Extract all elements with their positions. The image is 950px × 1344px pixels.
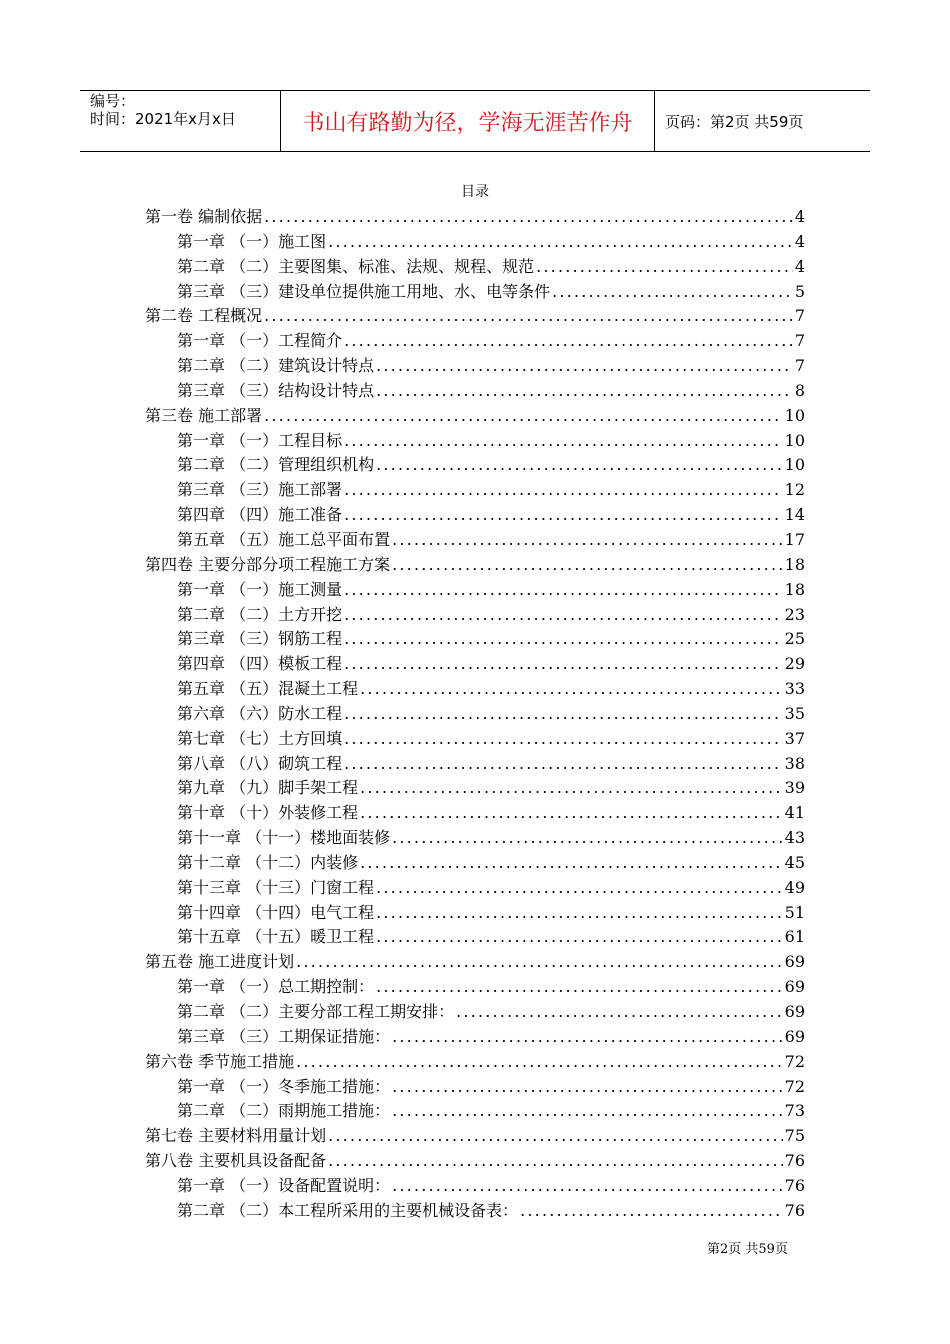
toc-dot-leader <box>376 455 783 474</box>
toc-entry-page: 45 <box>784 852 805 872</box>
toc-entry-title: 第十五章 （十五）暖卫工程 <box>177 927 375 947</box>
toc-chapter-entry[interactable] <box>145 775 805 800</box>
toc-entry-page: 18 <box>784 579 805 599</box>
toc-dot-leader <box>344 605 783 624</box>
toc-entry-title: 第一章 （一）工程简介 <box>177 331 343 351</box>
toc-chapter-entry[interactable] <box>145 999 805 1024</box>
toc-dot-leader <box>344 505 783 524</box>
toc-entry-page: 12 <box>784 480 805 500</box>
toc-entry-page: 5 <box>794 281 805 301</box>
toc-entry-page: 4 <box>794 231 805 251</box>
toc-volume-entry[interactable] <box>145 1123 805 1148</box>
toc-entry-title: 第三卷 施工部署 <box>145 405 263 425</box>
toc-entry-title: 第二章 （二）土方开挖 <box>177 604 343 624</box>
header-motto-cell <box>281 91 655 151</box>
toc-volume-entry[interactable] <box>145 403 805 428</box>
toc-entry-title: 第二章 （二）雨期施工措施： <box>177 1101 391 1121</box>
toc-entry-page: 38 <box>784 753 805 773</box>
toc-entry-page: 35 <box>784 703 805 723</box>
toc-entry-page: 4 <box>794 256 805 276</box>
header-motto: 书山有路勤为径，学海无涯苦作舟 <box>302 110 633 136</box>
toc-volume-entry[interactable] <box>145 303 805 328</box>
toc-dot-leader <box>392 1027 783 1046</box>
toc-dot-leader <box>392 1077 783 1096</box>
toc-chapter-entry[interactable] <box>145 428 805 453</box>
toc-chapter-entry[interactable] <box>145 1198 805 1223</box>
toc-dot-leader <box>344 431 783 450</box>
toc-chapter-entry[interactable] <box>145 800 805 825</box>
toc-dot-leader <box>376 356 793 375</box>
toc-dot-leader <box>552 282 793 301</box>
toc-chapter-entry[interactable] <box>145 875 805 900</box>
toc-entry-title: 第三章 （三）工期保证措施： <box>177 1026 391 1046</box>
toc-entry-page: 43 <box>784 828 805 848</box>
toc-dot-leader <box>376 977 783 996</box>
toc-entry-page: 23 <box>784 604 805 624</box>
toc-chapter-entry[interactable] <box>145 676 805 701</box>
toc-entry-title: 第四章 （四）施工准备 <box>177 505 343 525</box>
toc-dot-leader <box>376 927 783 946</box>
toc-entry-title: 第一章 （一）设备配置说明： <box>177 1175 391 1195</box>
toc-entry-page: 33 <box>784 679 805 699</box>
toc-chapter-entry[interactable] <box>145 527 805 552</box>
toc-chapter-entry[interactable] <box>145 726 805 751</box>
toc-entry-title: 第五章 （五）混凝土工程 <box>177 679 359 699</box>
toc-chapter-entry[interactable] <box>145 328 805 353</box>
toc-dot-leader <box>392 555 783 574</box>
toc-dot-leader <box>344 704 783 723</box>
toc-dot-leader <box>264 207 793 226</box>
toc-entry-title: 第二卷 工程概况 <box>145 306 263 326</box>
toc-volume-entry[interactable] <box>145 949 805 974</box>
toc-chapter-entry[interactable] <box>145 626 805 651</box>
toc-entry-title: 第十四章 （十四）电气工程 <box>177 902 375 922</box>
toc-dot-leader <box>392 828 783 847</box>
toc-volume-entry[interactable] <box>145 1148 805 1173</box>
toc-entry-title: 第十一章 （十一）楼地面装修 <box>177 828 391 848</box>
toc-dot-leader <box>392 530 783 549</box>
toc-chapter-entry[interactable] <box>145 577 805 602</box>
toc-chapter-entry[interactable] <box>145 452 805 477</box>
toc-dot-leader <box>456 1002 783 1021</box>
toc-entry-page: 39 <box>784 778 805 798</box>
toc-chapter-entry[interactable] <box>145 229 805 254</box>
toc-chapter-entry[interactable] <box>145 850 805 875</box>
toc-chapter-entry[interactable] <box>145 651 805 676</box>
toc-dot-leader <box>264 306 793 325</box>
toc-entry-title: 第八章 （八）砌筑工程 <box>177 753 343 773</box>
toc-entry-page: 8 <box>794 380 805 400</box>
toc-chapter-entry[interactable] <box>145 825 805 850</box>
toc-title: 目录 <box>461 184 489 200</box>
toc-entry-title: 第九章 （九）脚手架工程 <box>177 778 359 798</box>
toc-entry-page: 7 <box>794 306 805 326</box>
toc-entry-title: 第五章 （五）施工总平面布置 <box>177 529 391 549</box>
toc-entry-title: 第四卷 主要分部分项工程施工方案 <box>145 554 391 574</box>
toc-entry-title: 第六章 （六）防水工程 <box>177 703 343 723</box>
toc-dot-leader <box>360 679 783 698</box>
header-meta-cell <box>80 91 281 151</box>
toc-dot-leader <box>360 778 783 797</box>
toc-chapter-entry[interactable] <box>145 279 805 304</box>
toc-entry-page: 25 <box>784 629 805 649</box>
toc-entry-title: 第一章 （一）总工期控制： <box>177 977 375 997</box>
toc-entry-page: 76 <box>784 1151 805 1171</box>
toc-chapter-entry[interactable] <box>145 1074 805 1099</box>
toc-dot-leader <box>392 1176 783 1195</box>
toc-chapter-entry[interactable] <box>145 1098 805 1123</box>
toc-entry-page: 29 <box>784 654 805 674</box>
toc-entry-page: 69 <box>784 977 805 997</box>
header-page-cell <box>655 91 870 151</box>
toc-entry-title: 第十二章 （十二）内装修 <box>177 852 359 872</box>
toc-dot-leader <box>344 331 793 350</box>
toc-entry-title: 第六卷 季节施工措施 <box>145 1051 295 1071</box>
toc-dot-leader <box>344 654 783 673</box>
document-header <box>80 90 870 152</box>
toc-entry-title: 第十章 （十）外装修工程 <box>177 803 359 823</box>
toc-entry-title: 第十三章 （十三）门窗工程 <box>177 877 375 897</box>
toc-dot-leader <box>360 853 783 872</box>
toc-dot-leader <box>344 754 783 773</box>
toc-entry-title: 第一章 （一）施工图 <box>177 231 327 251</box>
toc-dot-leader <box>328 1126 783 1145</box>
toc-volume-entry[interactable] <box>145 552 805 577</box>
toc-chapter-entry[interactable] <box>145 924 805 949</box>
toc-entry-page: 37 <box>784 728 805 748</box>
toc-entry-page: 75 <box>784 1126 805 1146</box>
toc-entry-page: 69 <box>784 952 805 972</box>
toc-entry-page: 69 <box>784 1026 805 1046</box>
toc-chapter-entry[interactable] <box>145 477 805 502</box>
toc-entry-page: 61 <box>784 927 805 947</box>
toc-entry-page: 72 <box>784 1076 805 1096</box>
toc-entry-page: 73 <box>784 1101 805 1121</box>
toc-dot-leader <box>376 878 783 897</box>
page-footer: 第2页 共59页 <box>707 1242 788 1257</box>
toc-dot-leader <box>328 1151 783 1170</box>
toc-chapter-entry[interactable] <box>145 974 805 999</box>
toc-entry-title: 第二章 （二）管理组织机构 <box>177 455 375 475</box>
toc-dot-leader <box>376 381 793 400</box>
toc-entry-title: 第二章 （二）本工程所采用的主要机械设备表： <box>177 1200 519 1220</box>
toc-dot-leader <box>344 629 783 648</box>
toc-dot-leader <box>392 1101 783 1120</box>
toc-entry-title: 第五卷 施工进度计划 <box>145 952 295 972</box>
toc-entry-page: 69 <box>784 1002 805 1021</box>
toc-entry-page: 4 <box>794 207 805 226</box>
toc-dot-leader <box>536 257 793 276</box>
toc-entry-page: 10 <box>784 430 805 450</box>
document-time-label: 时间：2021年x月x日 <box>90 110 236 128</box>
toc-entry-page: 14 <box>784 505 805 525</box>
toc-entry-page: 18 <box>784 554 805 574</box>
toc-chapter-entry[interactable] <box>145 254 805 279</box>
toc-chapter-entry[interactable] <box>145 900 805 925</box>
table-of-contents <box>145 204 805 1223</box>
toc-entry-page: 76 <box>784 1200 805 1220</box>
toc-entry-title: 第一章 （一）冬季施工措施： <box>177 1076 391 1096</box>
toc-entry-title: 第二章 （二）主要分部工程工期安排： <box>177 1002 455 1021</box>
toc-chapter-entry[interactable] <box>145 701 805 726</box>
toc-entry-title: 第七卷 主要材料用量计划 <box>145 1126 327 1146</box>
toc-chapter-entry[interactable] <box>145 502 805 527</box>
toc-entry-page: 76 <box>784 1175 805 1195</box>
toc-dot-leader <box>344 480 783 499</box>
toc-entry-title: 第三章 （三）钢筋工程 <box>177 629 343 649</box>
toc-entry-title: 第一卷 编制依据 <box>145 207 263 226</box>
toc-dot-leader <box>376 903 783 922</box>
toc-entry-page: 7 <box>794 331 805 351</box>
toc-entry-title: 第三章 （三）结构设计特点 <box>177 380 375 400</box>
toc-entry-title: 第一章 （一）施工测量 <box>177 579 343 599</box>
toc-dot-leader <box>344 580 783 599</box>
toc-dot-leader <box>296 1052 783 1071</box>
toc-entry-title: 第三章 （三）建设单位提供施工用地、水、电等条件 <box>177 281 551 301</box>
toc-dot-leader <box>328 232 793 251</box>
document-number-label: 编号： <box>90 92 136 110</box>
toc-entry-page: 72 <box>784 1051 805 1071</box>
toc-chapter-entry[interactable] <box>145 353 805 378</box>
toc-volume-entry[interactable] <box>145 204 805 229</box>
toc-dot-leader <box>360 803 783 822</box>
toc-dot-leader <box>520 1201 783 1220</box>
toc-chapter-entry[interactable] <box>145 602 805 627</box>
toc-entry-page: 17 <box>784 529 805 549</box>
toc-dot-leader <box>344 729 783 748</box>
toc-dot-leader <box>296 952 783 971</box>
toc-entry-title: 第四章 （四）模板工程 <box>177 654 343 674</box>
toc-entry-page: 10 <box>784 405 805 425</box>
toc-chapter-entry[interactable] <box>145 751 805 776</box>
toc-entry-page: 7 <box>794 356 805 376</box>
toc-entry-page: 49 <box>784 877 805 897</box>
toc-dot-leader <box>264 406 783 425</box>
toc-volume-entry[interactable] <box>145 1049 805 1074</box>
toc-entry-title: 第二章 （二）主要图集、标准、法规、规程、规范 <box>177 256 535 276</box>
toc-entry-title: 第八卷 主要机具设备配备 <box>145 1151 327 1171</box>
toc-entry-title: 第一章 （一）工程目标 <box>177 430 343 450</box>
toc-entry-page: 10 <box>784 455 805 475</box>
toc-chapter-entry[interactable] <box>145 1024 805 1049</box>
toc-entry-title: 第二章 （二）建筑设计特点 <box>177 356 375 376</box>
toc-entry-title: 第三章 （三）施工部署 <box>177 480 343 500</box>
toc-entry-page: 51 <box>784 902 805 922</box>
toc-entry-page: 41 <box>784 803 805 823</box>
toc-chapter-entry[interactable] <box>145 378 805 403</box>
header-page-label: 页码：第2页 共59页 <box>665 112 804 131</box>
toc-chapter-entry[interactable] <box>145 1173 805 1198</box>
toc-entry-title: 第七章 （七）土方回填 <box>177 728 343 748</box>
